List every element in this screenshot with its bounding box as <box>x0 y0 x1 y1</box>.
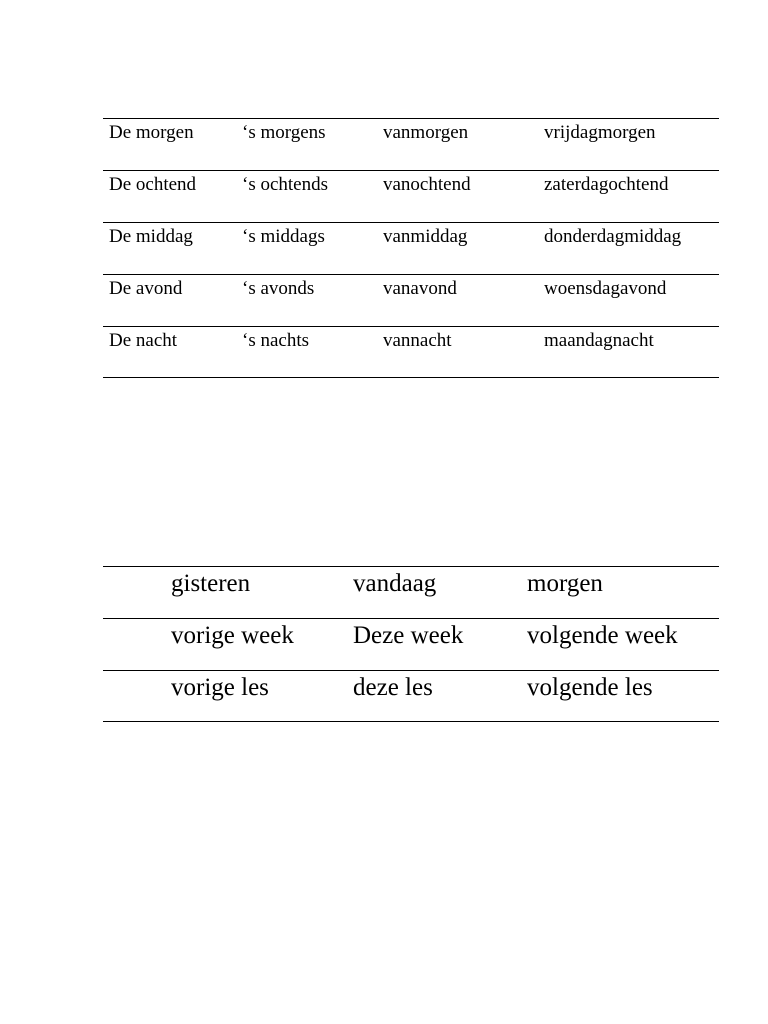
table-cell: gisteren <box>171 570 251 597</box>
table-cell: De avond <box>109 278 183 299</box>
table-cell: zaterdagochtend <box>544 174 669 195</box>
table-cell: De morgen <box>109 122 194 143</box>
table-row <box>103 618 719 670</box>
table-cell: ‘s middags <box>242 226 325 247</box>
table-cell: De ochtend <box>109 174 197 195</box>
table-cell: De middag <box>109 226 193 247</box>
table-cell: ‘s avonds <box>242 278 315 299</box>
relative-time-table <box>103 566 719 722</box>
table-cell: vandaag <box>353 570 437 597</box>
table-cell: vrijdagmorgen <box>544 122 656 143</box>
table-cell: vanmorgen <box>383 122 469 143</box>
table-row <box>103 118 719 170</box>
table-cell: vannacht <box>383 330 452 351</box>
table-cell: vorige les <box>171 674 269 701</box>
table-row <box>103 222 719 274</box>
table-cell: volgende les <box>527 674 653 701</box>
table-cell: vanavond <box>383 278 457 299</box>
table-cell: ‘s ochtends <box>242 174 329 195</box>
table-cell: ‘s morgens <box>242 122 326 143</box>
table-cell: morgen <box>527 570 603 597</box>
table-row <box>103 566 719 618</box>
table-cell: ‘s nachts <box>242 330 310 351</box>
table-row <box>103 670 719 722</box>
table-cell: vanmiddag <box>383 226 468 247</box>
table-cell: maandagnacht <box>544 330 654 351</box>
table-cell: donderdagmiddag <box>544 226 682 247</box>
table-row <box>103 326 719 378</box>
table-cell: vorige week <box>171 622 294 649</box>
table-cell: vanochtend <box>383 174 471 195</box>
table-cell: woensdagavond <box>544 278 667 299</box>
table-cell: volgende week <box>527 622 678 649</box>
table-cell: Deze week <box>353 622 464 649</box>
table-row <box>103 170 719 222</box>
table-cell: deze les <box>353 674 433 701</box>
time-of-day-table <box>103 118 719 378</box>
table-cell: De nacht <box>109 330 178 351</box>
table-row <box>103 274 719 326</box>
